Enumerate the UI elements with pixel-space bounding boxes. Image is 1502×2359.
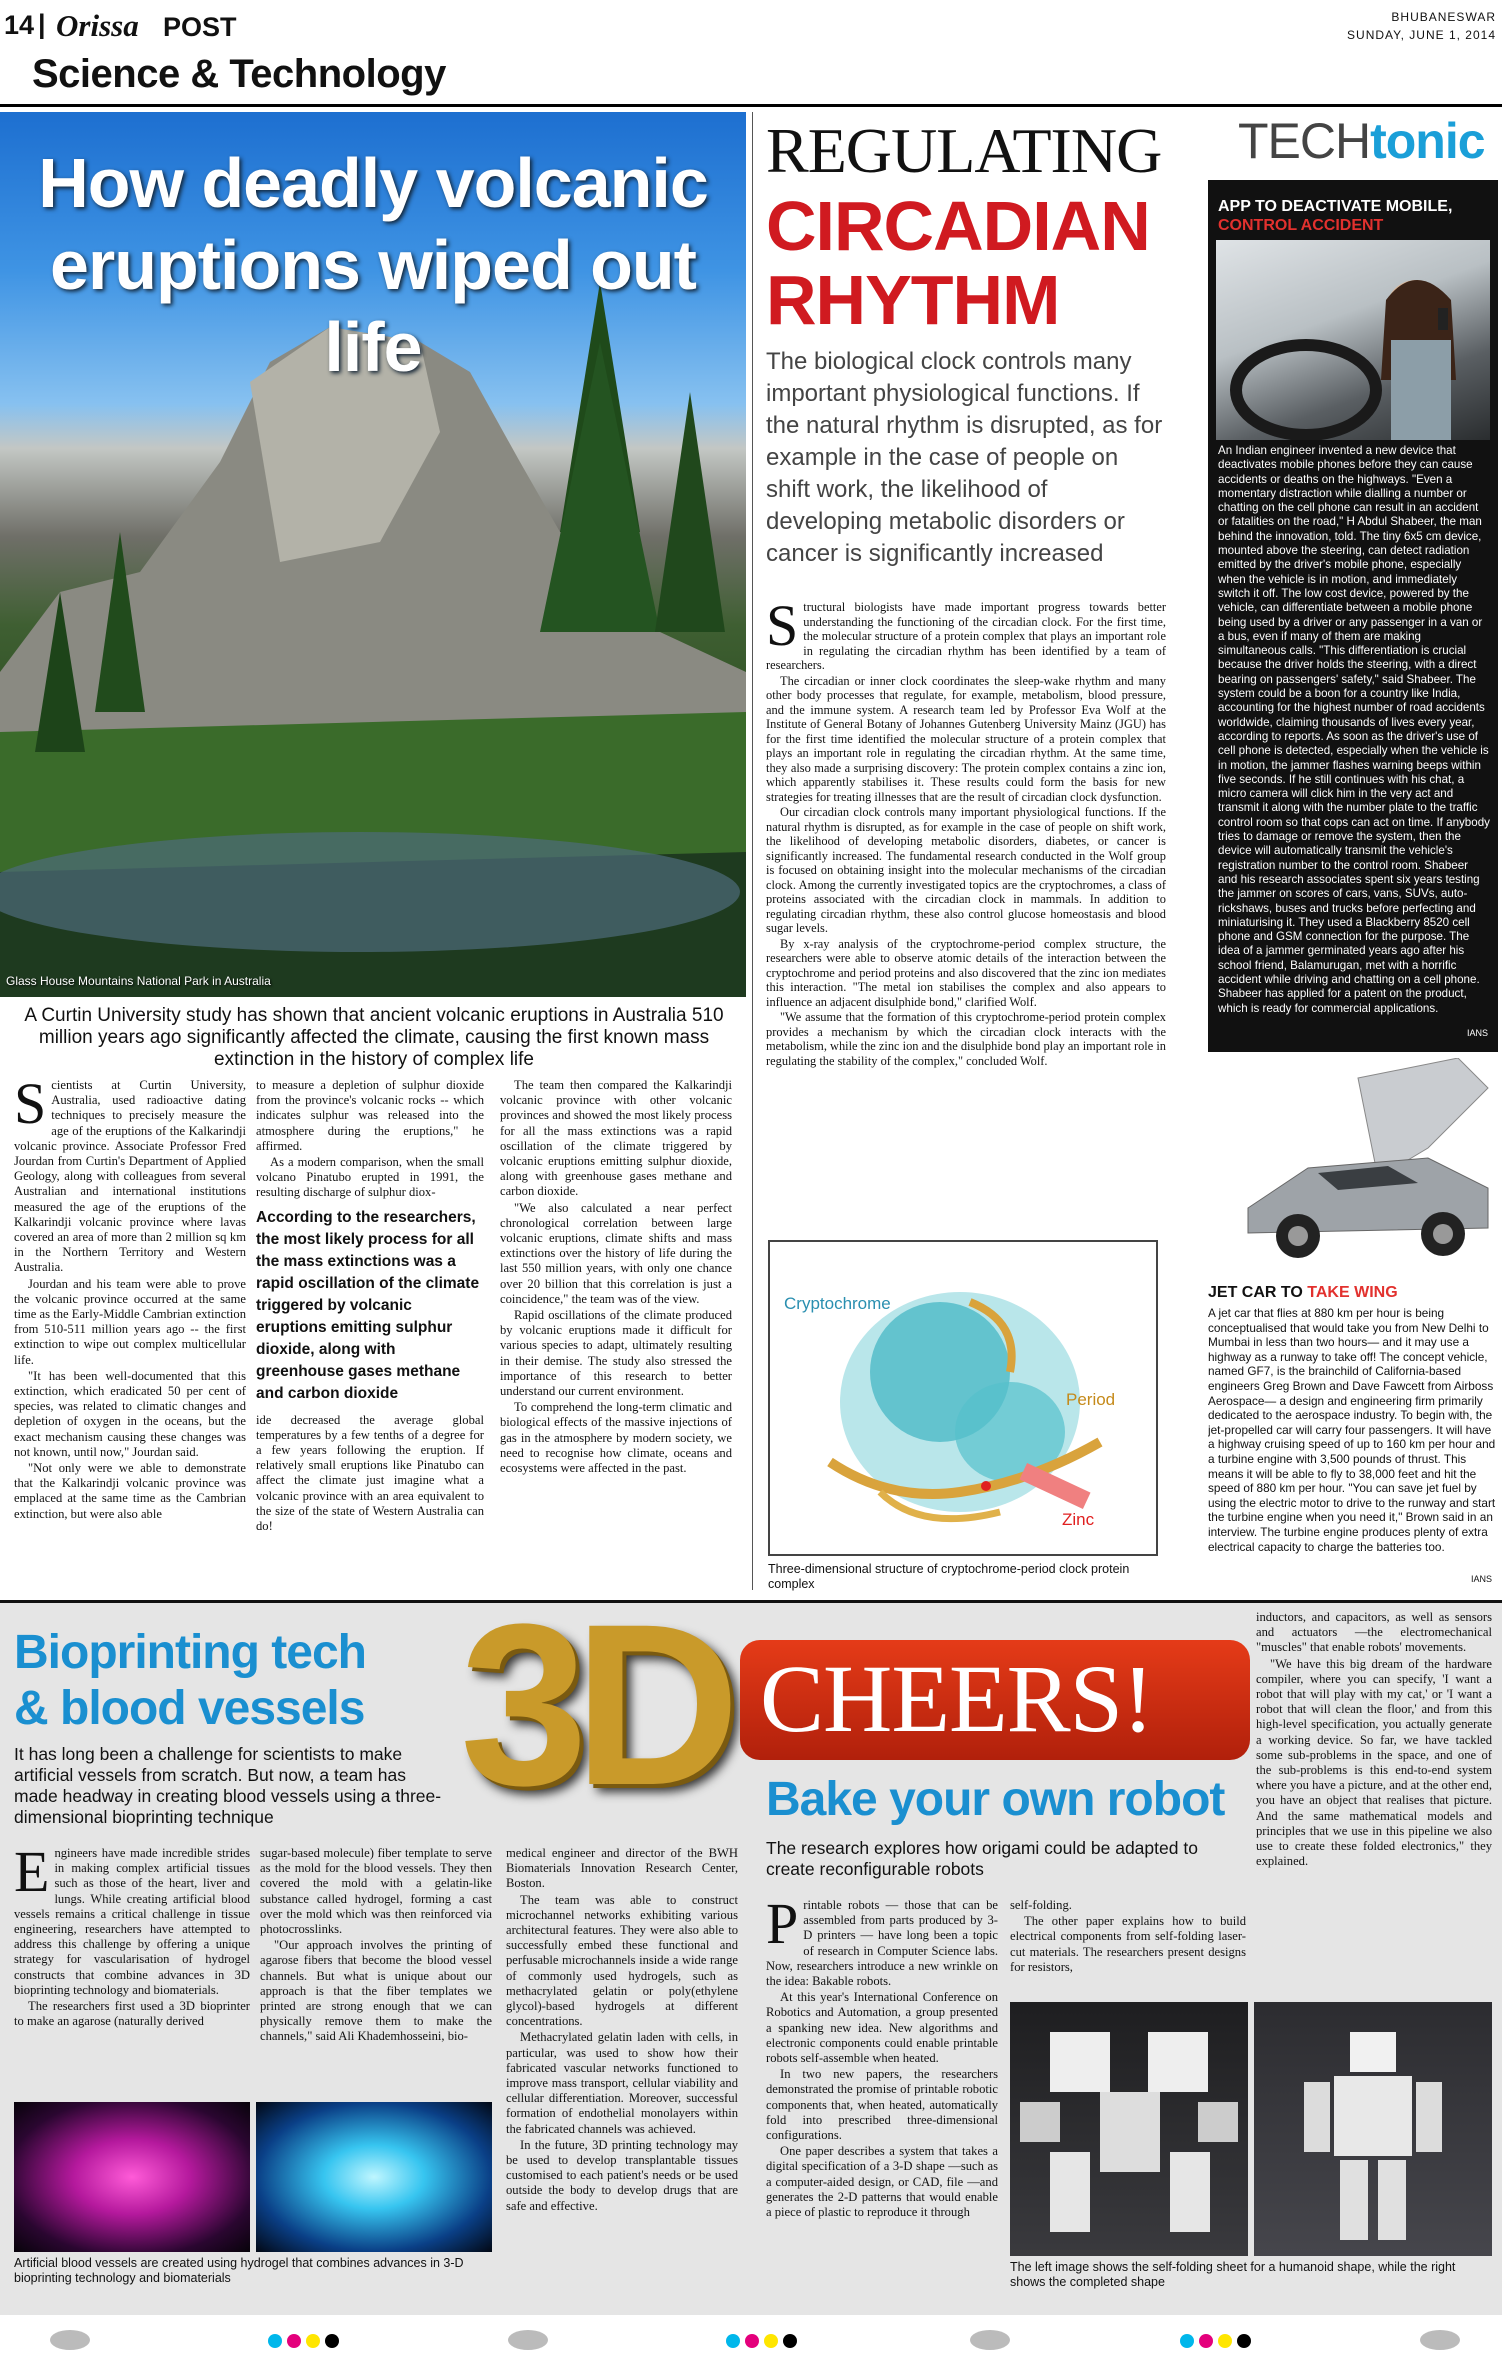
masthead-rule bbox=[0, 104, 1502, 107]
figure-label-cryptochrome: Cryptochrome bbox=[784, 1294, 891, 1313]
robot-col-1 bbox=[766, 1898, 998, 2300]
volcano-photo bbox=[0, 112, 746, 997]
paper-name: Orissa bbox=[56, 8, 139, 43]
bioprint-para: ngineers have made incredible strides in making complex artificial tissues such as those of the heart, liver and lungs. While creating artificial blood vessels remains a critical challenge in tissue engineering, researchers have attempted to address this challenge by offering a unique strategy for vascularisation of hydrogel constructs that combine advances in 3D bioprinting technology and biomaterials. bbox=[14, 1846, 250, 1997]
volcano-pullquote: According to the researchers, the most likely process for all the mass extinctions was a rapid oscillation of the climate triggered by volcanic eruptions emitting sulphur dioxide, along with greenhouse gases methane and carbon dioxide bbox=[256, 1208, 480, 1402]
circadian-headline-1: REGULATING bbox=[766, 115, 1162, 186]
robot-headline: Bake your own robot bbox=[766, 1773, 1225, 1826]
bioprint-dropcap: E bbox=[14, 1846, 50, 1904]
banner-3d: 3D bbox=[460, 1576, 727, 1833]
registration-mark-oval bbox=[508, 2330, 548, 2350]
volcano-para: cientists at Curtin University, Australia, used radioactive dating techniques to precisely measure the age of the eruptions of the Kalkarindji volcanic province. Associate Professor Fred Jourdan from Curtin's Department of Applied Geology, along with colleagues from several Australian and international institutions measured the age of the eruptions of the Kalkarindji volcanic province where lavas covered an area of more than 2 million sq km in the Northern Territory and Western Australia. bbox=[14, 1078, 246, 1275]
robot-para: inductors, and capacitors, as well as sensors and actuators —the electromechanical "muscles" that enable robots' movements. bbox=[1256, 1610, 1492, 1655]
registration-color-dots bbox=[726, 2334, 802, 2353]
volcano-para: Rapid oscillations of the climate produced by volcanic eruptions made it difficult for various species to adapt, ultimately resulting in their demise. The study also stressed the importance of this research to better understand our current environment. bbox=[500, 1308, 732, 1399]
column-divider bbox=[752, 112, 753, 1590]
robot-col-2 bbox=[1010, 1898, 1246, 1978]
protein-figure bbox=[768, 1240, 1158, 1556]
robot-para: self-folding. bbox=[1010, 1898, 1072, 1912]
circadian-deck: The biological clock controls many important physiological functions. If the natural rhythm is disrupted, as for example in the case of people on shift work, the likelihood of developing metabolic disorders or cancer is significantly increased bbox=[766, 348, 1163, 567]
registration-color-dots bbox=[268, 2334, 344, 2353]
bioprint-col-3 bbox=[506, 1846, 738, 2300]
registration-mark-oval bbox=[50, 2330, 90, 2350]
volcano-para: "It has been well-documented that this extinction, which eradicated 50 per cent of species, was related to climatic changes and depletion of oxygen in the oceans, but the exact mechanism causing these changes was not known, until now," Jourdan said. bbox=[14, 1368, 246, 1459]
volcano-para: Jourdan and his team were able to prove the volcanic province occurred at the same time as the Early-Middle Cambrian extinction from 510-511 million years ago -- the first extinction to wipe out complex multicellular life. bbox=[14, 1276, 246, 1367]
driver-photo-scene bbox=[1216, 240, 1490, 440]
folding-sheet-shape bbox=[1010, 2002, 1248, 2256]
circadian-para: "We assume that the formation of this cryptochrome-period protein complex provides a mechanism by which the circadian clock interacts with the metabolism, while the zinc ion and the disulphide bond play an important role in regulating the stability of the complex," concluded Wolf. bbox=[766, 1010, 1166, 1068]
registration-mark-oval bbox=[970, 2330, 1010, 2350]
bioprint-headline-2: & blood vessels bbox=[14, 1682, 365, 1735]
volcano-dropcap: S bbox=[14, 1078, 47, 1136]
jet-car-illustration bbox=[1188, 1058, 1498, 1278]
volcano-photo-caption: Glass House Mountains National Park in Australia bbox=[6, 974, 271, 988]
banner-cheers: CHEERS! bbox=[760, 1645, 1154, 1752]
circadian-dropcap: S bbox=[766, 600, 799, 658]
robot-deck: The research explores how origami could be adapted to create reconfigurable robots bbox=[766, 1838, 1198, 1879]
techtonic-logo-tech: TECH bbox=[1238, 113, 1371, 169]
robot-dropcap: P bbox=[766, 1898, 799, 1956]
story2-title-part-2: TAKE WING bbox=[1307, 1284, 1398, 1301]
folding-sheet-photo bbox=[1010, 2002, 1248, 2256]
bioprint-photo-caption: Artificial blood vessels are created using hydrogel that combines advances in 3-D bioprinting technology and biomaterials bbox=[14, 2256, 464, 2285]
volcano-col-1 bbox=[14, 1078, 246, 1606]
blood-vessel-photo-blue bbox=[256, 2102, 492, 2252]
volcano-para: to measure a depletion of sulphur dioxide from the province's volcanic rocks -- which indicates sulphur was released into the atmosphere during the eruptions," he affirmed. bbox=[256, 1078, 484, 1153]
folded-robot-shape bbox=[1254, 2002, 1492, 2256]
paper-post: POST bbox=[163, 12, 237, 42]
robot-para: One paper describes a system that takes a digital specification of a 3-D shape —such as a computer-aided design, or CAD, file —and generates the 2-D patterns that would enable a piece of plastic to reproduce it through bbox=[766, 2144, 998, 2220]
robot-para: rintable robots — those that can be assembled from parts produced by 3-D printers — have long been a topic of research in Computer Science labs. Now, researchers introduce a new wrinkle on the idea: Bakable robots. bbox=[766, 1898, 998, 1989]
robot-para: In two new papers, the researchers demonstrated the promise of printable robotic components that, when heated, automatically fold into prescribed three-dimensional configurations. bbox=[766, 2067, 998, 2143]
driver-photo bbox=[1216, 240, 1490, 440]
volcano-col-2 bbox=[256, 1078, 484, 1606]
volcano-para: As a modern comparison, when the small volcano Pinatubo erupted in 1991, the resulting discharge of sulphur diox- bbox=[256, 1155, 484, 1200]
volcano-para: "We also calculated a near perfect chronological correlation between large volcanic eruptions, climate shifts and mass extinctions over the history of life during the last 550 million years, with only one chance over 20 billion that this correlation is just a coincidence," the team was of the view. bbox=[500, 1200, 732, 1306]
story2-credit: IANS bbox=[1470, 1574, 1492, 1584]
circadian-para: By x-ray analysis of the cryptochrome-period complex structure, the researchers were able to observe atomic details of the interaction between the cryptochrome and period proteins and also discovered that the zinc ion mediates this interaction. "The metal ion stabilises the complex and also appears to influence an adjacent disulphide bond," clarified Wolf. bbox=[766, 936, 1166, 1009]
volcano-para: ide decreased the average global temperatures by a few tenths of a degree for a few years following the eruption. If relatively small eruptions like Pinatubo can affect the climate just imagine what a volcanic province with an area equivalent to the size of the state of Western Australia can do! bbox=[256, 1412, 484, 1534]
circadian-para: The circadian or inner clock coordinates the sleep-wake rhythm and many other body processes that regulate, for example, metabolism, blood pressure, and the immune system. A research team led by Professor Eva Wolf at the Institute of General Botany of Johannes Gutenberg University Mainz (JGU) has for the first time identified the molecular structure of a protein complex that plays an important role in regulating the circadian rhythm. At the same time, they also made a surprising discovery: The protein complex contains a zinc ion, which apparently stabilises it. These results could form the basis for new strategies for treating illnesses that are the result of circadian clock dysfunction. bbox=[766, 673, 1166, 804]
bioprint-para: The team was able to construct microchannel networks exhibiting various architectural features. They were also able to successfully embed these functional and perfusable microchannels inside a wide range of commonly used hydrogels, such as methacrylated gelatin or poly(ethylene glycol)-based hydrogels at different concentrations. bbox=[506, 1892, 738, 2029]
city-dateline: BHUBANESWAR bbox=[1391, 10, 1496, 24]
volcano-standfirst: A Curtin University study has shown that ancient volcanic eruptions in Australia 510 million years ago significantly affected the climate, causing the first known mass extinction in the history of complex life bbox=[24, 1005, 724, 1070]
registration-mark-oval bbox=[1420, 2330, 1460, 2350]
robot-photo-caption: The left image shows the self-folding sheet for a humanoid shape, while the right shows the completed shape bbox=[1010, 2260, 1456, 2289]
techtonic-logo bbox=[1238, 112, 1485, 170]
registration-color-dots bbox=[1180, 2334, 1256, 2353]
figure-label-zinc: Zinc bbox=[1062, 1510, 1095, 1529]
story2-title bbox=[1208, 1284, 1398, 1302]
story1-body: An Indian engineer invented a new device that deactivates mobile phones before they can cause accidents or deaths on the highways. "Even a momentary distraction while dialling a number or chatting on the cell phone can result in an accident or fatalities on the road," H Abdul Shabeer, the man behind the innovation, told. The tiny 6x5 cm device, mounted above the steering, can detect radiation emitted by the driver's mobile phone, especially when the vehicle is in motion, and immediately switch it off. The low cost device, powered by the vehicle, can differentiate between a mobile phone being used by a driver or any passenger in a van or a bus, even if many of them are making simultaneous calls. "This differentiation is crucial because the driver holds the steering, with a direct bearing on passengers' safety," said Shabeer. The system could be a boon for a country like India, accounting for the highest number of road accidents worldwide, claiming thousands of lives every year, according to reports. As soon as the driver's use of cell phone is detected, especially when the vehicle is in motion, the jammer flashes warning beeps within five seconds. If he still continues with his chat, a micro camera will click him in the very act and transmit it along with the number plate to the traffic control room so that cops can act on time. If anybody tries to damage or remove the system, then the device will automatically transmit the vehicle's registration number to the control room. Shabeer and his research associates spent six years testing the jammer on scores of cars, vans, SUVs, auto-rickshaws, buses and trucks before perfecting and miniaturising it. They used a Blackberry 8520 cell phone and GSM connection for the purpose. The idea of a jammer germinated years ago after his school friend, Balamurugan, met with a horrific accident while driving and chatting on a cell phone. Shabeer has applied for a patent on the product, which is ready for commercial applications. bbox=[1218, 444, 1490, 1015]
bioprint-headline-1: Bioprinting tech bbox=[14, 1626, 366, 1679]
story1-credit: IANS bbox=[1466, 1028, 1488, 1038]
story1-title-line-1: APP TO DEACTIVATE MOBILE, bbox=[1218, 198, 1453, 215]
volcano-headline: How deadly volcanic eruptions wiped out life bbox=[38, 144, 708, 386]
story2-body: A jet car that flies at 880 km per hour is being conceptualised that would take you from New Delhi to Mumbai in less than two hours— and it may use a highway as a runway to take off! The concept vehicle, named GF7, is the brainchild of California-based engineers Greg Brown and Dave Fawcett from Airboss Aerospace— a design and engineering firm primarily dedicated to the aerospace industry. To begin with, the jet-propelled car will carry four passengers. It will have a highway cruising speed of up to 160 km per hour and a turbine engine with 3,500 pounds of thrust. This means it will be able to fly to 38,000 feet and hit the speed of 880 km per hour. "You can save jet fuel by using the electric motor to drive to the runway and start the turbine engine when you need it," Brown said in an interview. The turbine engine produces plenty of extra electrical capacity to charge the batteries too. bbox=[1208, 1306, 1496, 1554]
story2-title-part-1: JET CAR TO bbox=[1208, 1284, 1303, 1301]
bioprint-deck: It has long been a challenge for scientists to make artificial vessels from scratch. But now, a team has made headway in creating blood vessels using a three-dimensional bioprinting technique bbox=[14, 1744, 442, 1827]
techtonic-story-box bbox=[1208, 180, 1498, 1052]
bioprint-col-1 bbox=[14, 1846, 250, 2100]
issue-date: SUNDAY, JUNE 1, 2014 bbox=[1347, 28, 1496, 42]
jet-car-image bbox=[1188, 1058, 1498, 1278]
bioprint-para: The researchers first used a 3D bioprinter to make an agarose (naturally derived bbox=[14, 1999, 250, 2029]
volcano-col-3 bbox=[500, 1078, 732, 1606]
figure-label-period: Period bbox=[1066, 1390, 1116, 1409]
page-number: 14 bbox=[4, 10, 35, 40]
circadian-headline-3: RHYTHM bbox=[766, 261, 1060, 339]
blood-vessel-photo-pink bbox=[14, 2102, 250, 2252]
bioprint-para: "Our approach involves the printing of agarose fibers that become the blood vessel channels. But what is unique about our approach is that the fiber templates we printed are strong enough that we can physically remove them to make the channels," said Ali Khademhosseini, bio- bbox=[260, 1938, 492, 2044]
techtonic-logo-tonic: tonic bbox=[1370, 113, 1485, 169]
robot-para: The other paper explains how to build electrical components from self-folding laser-cut materials. The researchers present designs for resistors, bbox=[1010, 1914, 1246, 1974]
folded-robot-photo bbox=[1254, 2002, 1492, 2256]
bioprint-col-2 bbox=[260, 1846, 492, 2100]
registration-marks bbox=[0, 2318, 1502, 2359]
circadian-para: tructural biologists have made important progress towards better understanding the functioning of the circadian clock. For the first time, the molecular structure of a protein complex that plays an important role in regulating the circadian rhythm has been identified by a team of researchers. bbox=[766, 600, 1166, 672]
circadian-para: Our circadian clock controls many important physiological functions. If the natural rhythm is disrupted, as for example in the case of people on shift work, the likelihood of developing metabolic disorders, diabetes, or cancer is significantly increased. The fundamental research conducted in the Wolf group is focused on obtaining insight into the molecular mechanisms of the circadian clock. Among the currently investigated topics are the cryptochromes, a class of proteins associated with the circadian clock in mammals. In addition to regulating circadian rhythm, these also control glucose homeostasis and blood sugar levels. bbox=[766, 805, 1166, 935]
volcano-para: The team then compared the Kalkarindji volcanic province with other volcanic provinces and showed the most likely process for all the mass extinctions was a rapid oscillation of the climate triggered by volcanic eruptions emitting sulphur dioxide, along with greenhouse gases methane and carbon dioxide. bbox=[500, 1078, 732, 1199]
protein-figure-caption: Three-dimensional structure of cryptochrome-period clock protein complex bbox=[768, 1562, 1130, 1591]
masthead-separator: | bbox=[38, 9, 46, 39]
volcano-para: "Not only were we able to demonstrate that the Kalkarindji volcanic province was emplaced at the same time as the Cambrian extinction, but were also able bbox=[14, 1461, 246, 1521]
robot-para: At this year's International Conference on Robotics and Automation, a group presented a spanking new idea. New algorithms and electronic components could enable printable robots self-assemble when heated. bbox=[766, 1990, 998, 2066]
circadian-headline-2: CIRCADIAN bbox=[766, 187, 1150, 265]
bioprint-para: sugar-based molecule) fiber template to serve as the mold for the blood vessels. They then covered the mold with a gelatin-like substance called hydrogel, forming a cast over the mold which was then reinforced via photocrosslinks. bbox=[260, 1846, 492, 1937]
section-title: Science & Technology bbox=[32, 52, 446, 96]
robot-col-3 bbox=[1256, 1610, 1492, 1998]
volcano-para: To comprehend the long-term climatic and biological effects of the massive injections of gas in the atmosphere by modern society, we need to recognise how climate, oceans and ecosystems were affected in the past. bbox=[500, 1400, 732, 1476]
bioprint-para: Methacrylated gelatin laden with cells, in particular, was used to show how their fabricated vascular networks functioned to improve mass transport, cellular viability and cellular differentiation. Moreover, successful formation of endothelial monolayers within the fabricated channels was achieved. bbox=[506, 2030, 738, 2136]
story1-title-line-2: CONTROL ACCIDENT bbox=[1218, 217, 1384, 234]
masthead bbox=[0, 0, 1502, 100]
circadian-body bbox=[766, 600, 1166, 1232]
bioprint-para: In the future, 3D printing technology may be used to develop transplantable tissues customised to each patient's needs or be used outside the body to develop drugs that are safe and effective. bbox=[506, 2137, 738, 2213]
robot-para: "We have this big dream of the hardware compiler, where you can specify, 'I want a robot that will play with my cat,' or 'I want a robot that will clean the floor,' and from this high-level specification, you actually generate a working device. So far, we have tackled some sub-problems in the space, and one of the sub-problems is this end-to-end system where you have a picture, and at the other end, you have an object that realises that picture. And the same mathematical models and principles that we use in this pipeline we also use to create these folded electronics," they explained. bbox=[1256, 1656, 1492, 1869]
bioprint-para: medical engineer and director of the BWH Biomaterials Innovation Research Center, Boston. bbox=[506, 1846, 738, 1891]
